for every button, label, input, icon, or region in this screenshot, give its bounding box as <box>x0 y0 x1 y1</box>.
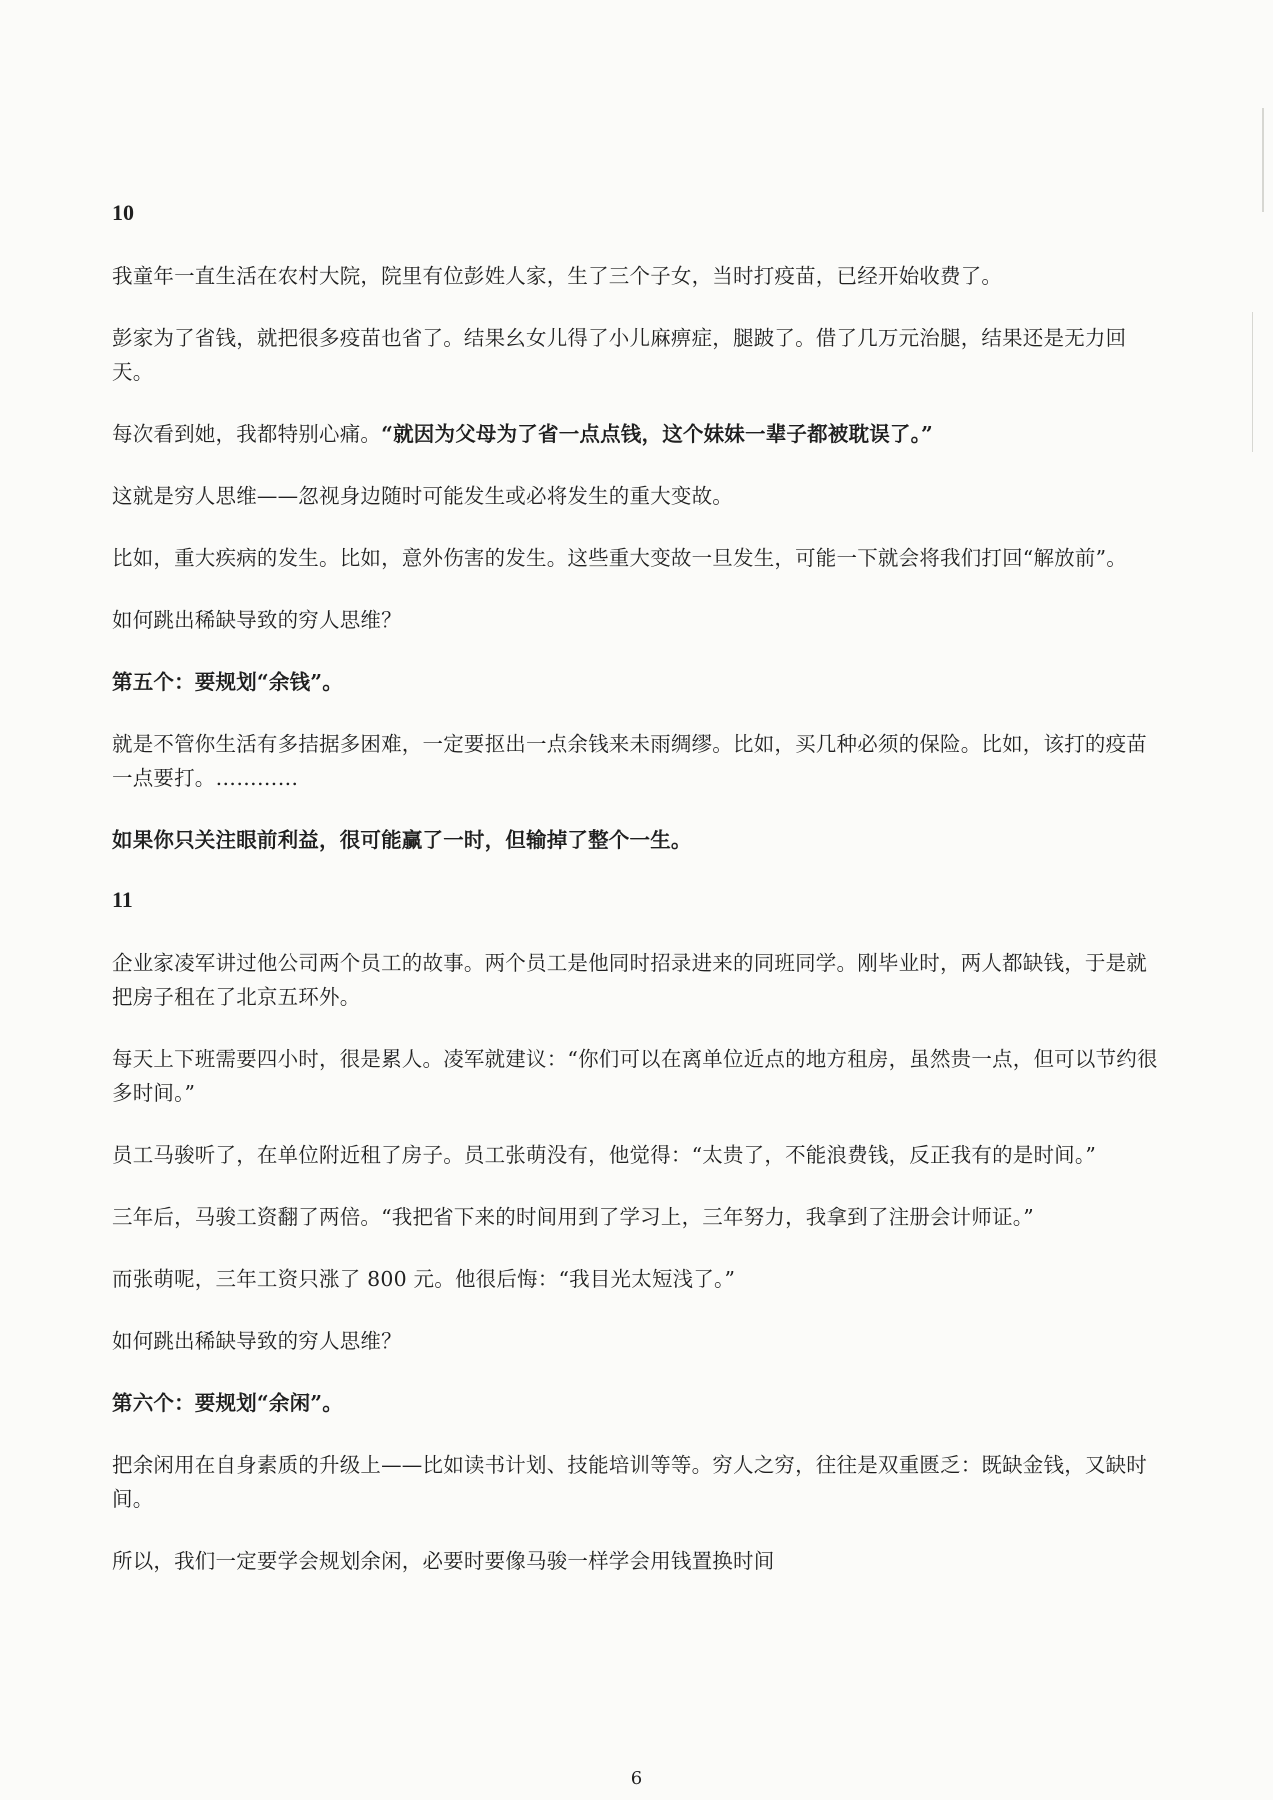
question-paragraph: 如何跳出稀缺导致的穷人思维？ <box>112 607 402 632</box>
paragraph: 彭家为了省钱，就把很多疫苗也省了。结果幺女儿得了小儿麻痹症，腿跛了。借了几万元治腿，结果还是无力回天。 <box>112 325 1127 384</box>
paragraph: 这就是穷人思维——忽视身边随时可能发生或必将发生的重大变故。 <box>112 483 733 508</box>
section-number: 11 <box>112 886 133 912</box>
paragraph: 员工马骏听了，在单位附近租了房子。员工张萌没有，他觉得：“太贵了，不能浪费钱，反正我有的是时间。” <box>112 1142 1097 1167</box>
paragraph: 企业家凌军讲过他公司两个员工的故事。两个员工是他同时招录进来的同班同学。刚毕业时，两人都缺钱，于是就把房子租在了北京五环外。 <box>112 950 1147 1009</box>
paragraph: 三年后，马骏工资翻了两倍。“我把省下来的时间用到了学习上，三年努力，我拿到了注册会计师证。” <box>112 1204 1034 1229</box>
paragraph: 比如，重大疾病的发生。比如，意外伤害的发生。这些重大变故一旦发生，可能一下就会将我们打回“解放前”。 <box>112 545 1127 570</box>
scan-edge-line <box>1262 108 1264 212</box>
subheading: 第六个：要规划“余闲”。 <box>112 1390 343 1415</box>
paragraph: 所以，我们一定要学会规划余闲，必要时要像马骏一样学会用钱置换时间 <box>112 1548 775 1573</box>
page-number: 6 <box>630 1768 643 1789</box>
paragraph: 每天上下班需要四小时，很是累人。凌军就建议：“你们可以在离单位近点的地方租房，虽然贵一点，但可以节约很多时间。” <box>112 1046 1158 1105</box>
paragraph-text: 每次看到她，我都特别心痛。 <box>112 421 382 446</box>
paragraph <box>112 417 1162 451</box>
paragraph: 我童年一直生活在农村大院，院里有位彭姓人家，生了三个子女，当时打疫苗，已经开始收费了。 <box>112 263 1003 288</box>
paragraph: 就是不管你生活有多拮据多困难，一定要抠出一点余钱来未雨绸缪。比如，买几种必须的保险。比如，该打的疫苗一点要打。………… <box>112 731 1147 790</box>
scan-edge-line <box>1252 312 1253 452</box>
paragraph: 而张萌呢，三年工资只涨了 800 元。他很后悔：“我目光太短浅了。” <box>112 1266 736 1291</box>
question-paragraph: 如何跳出稀缺导致的穷人思维？ <box>112 1328 402 1353</box>
document-content <box>112 198 1162 1606</box>
section-number: 10 <box>112 200 134 225</box>
subheading: 第五个：要规划“余钱”。 <box>112 669 343 694</box>
paragraph: 把余闲用在自身素质的升级上——比如读书计划、技能培训等等。穷人之穷，往往是双重匮乏：既缺金钱，又缺时间。 <box>112 1452 1147 1511</box>
quoted-text: “就因为父母为了省一点点钱，这个妹妹一辈子都被耽误了。” <box>381 421 934 446</box>
conclusion-paragraph: 如果你只关注眼前利益，很可能赢了一时，但输掉了整个一生。 <box>112 827 692 852</box>
